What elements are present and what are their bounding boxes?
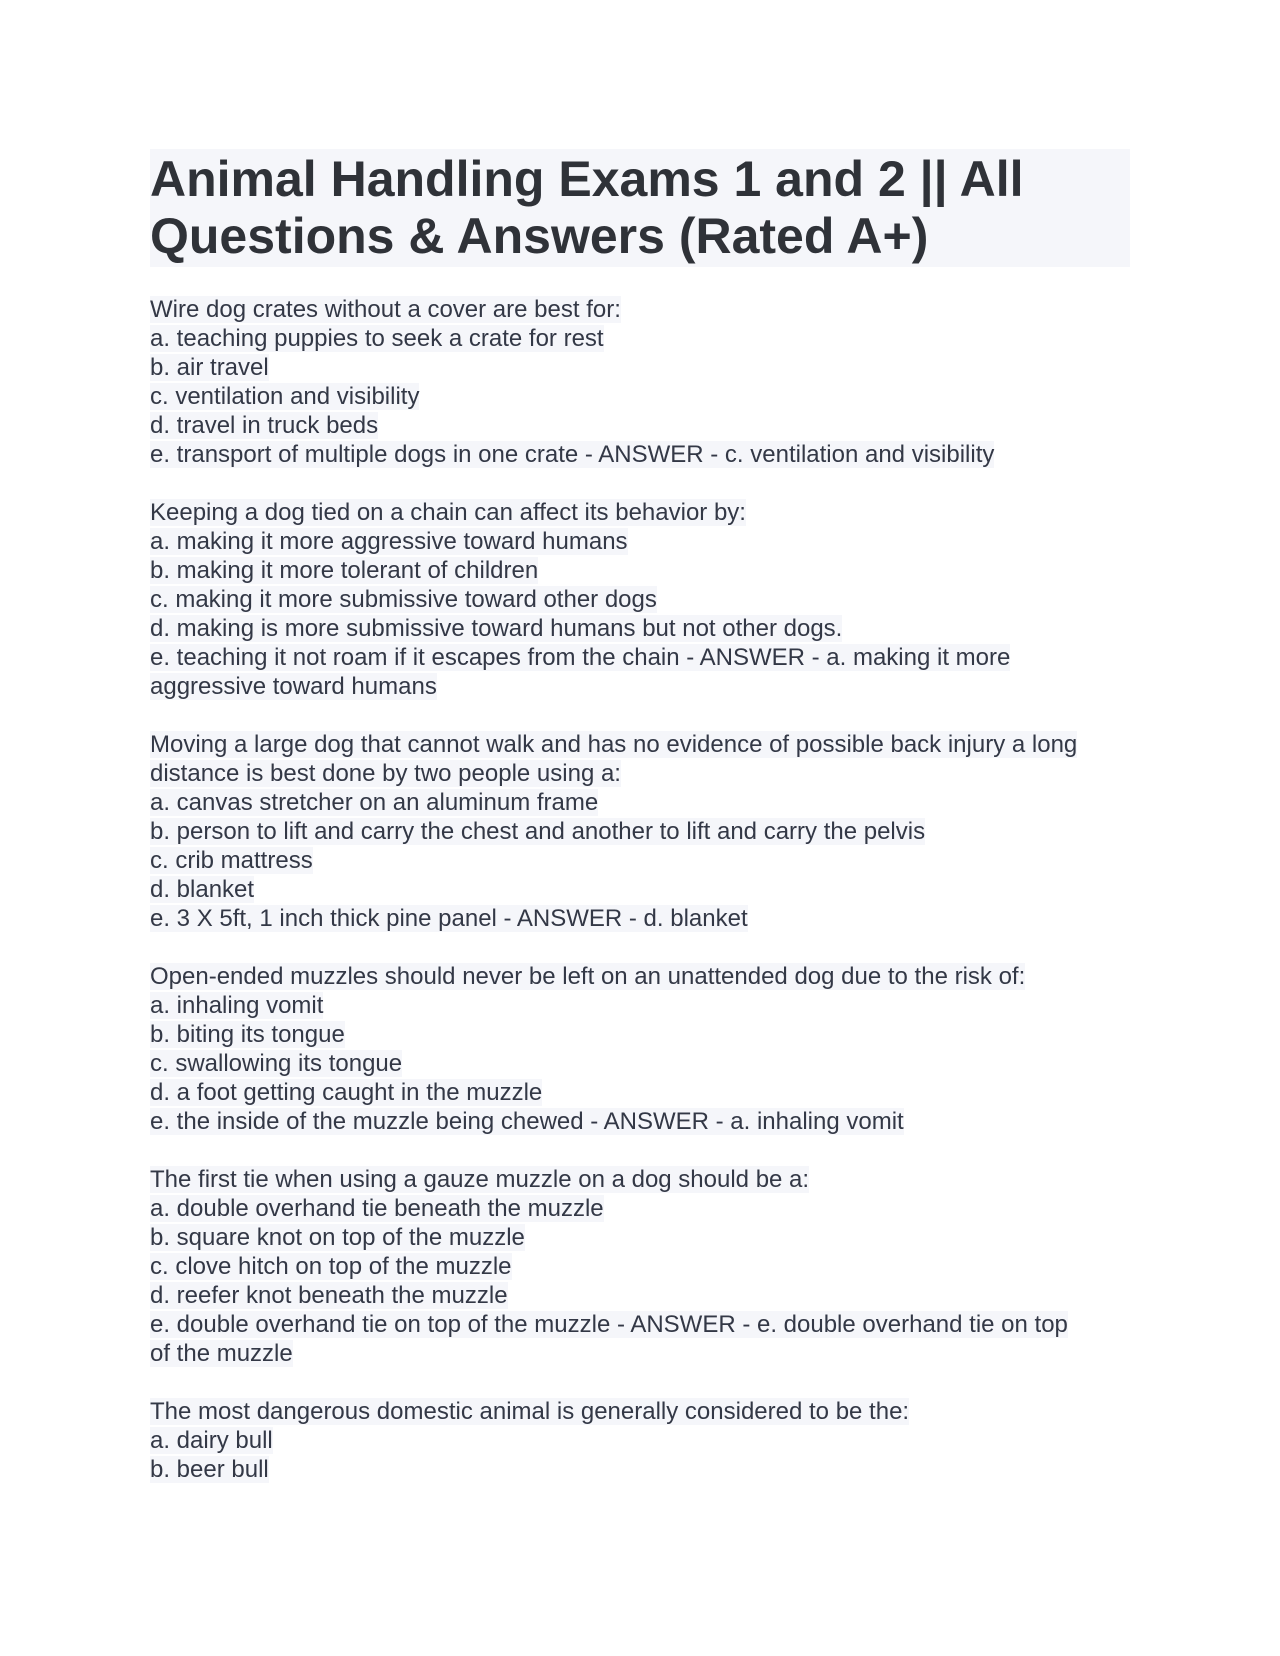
question-line: Wire dog crates without a cover are best for: xyxy=(150,296,621,323)
document-title: Animal Handling Exams 1 and 2 || All Questions & Answers (Rated A+) xyxy=(150,149,1130,267)
question-block xyxy=(150,1397,1130,1484)
option-line: c. crib mattress xyxy=(150,847,313,874)
answer-line: e. the inside of the muzzle being chewed - ANSWER - a. inhaling vomit xyxy=(150,1108,904,1135)
question-line: Open-ended muzzles should never be left on an unattended dog due to the risk of: xyxy=(150,963,1026,990)
option-line: c. ventilation and visibility xyxy=(150,383,420,410)
option-line: c. clove hitch on top of the muzzle xyxy=(150,1253,512,1280)
question-block xyxy=(150,730,1130,933)
answer-line: e. 3 X 5ft, 1 inch thick pine panel - ANSWER - d. blanket xyxy=(150,905,748,932)
answer-line: e. teaching it not roam if it escapes from the chain - ANSWER - a. making it more xyxy=(150,644,1011,671)
question-list xyxy=(150,295,1130,1484)
question-line: distance is best done by two people using a: xyxy=(150,760,621,787)
option-line: b. person to lift and carry the chest and another to lift and carry the pelvis xyxy=(150,818,926,845)
question-line: Moving a large dog that cannot walk and has no evidence of possible back injury a long xyxy=(150,731,1078,758)
question-block xyxy=(150,1165,1130,1368)
option-line: a. canvas stretcher on an aluminum frame xyxy=(150,789,599,816)
option-line: d. travel in truck beds xyxy=(150,412,379,439)
question-block xyxy=(150,962,1130,1136)
question-block xyxy=(150,498,1130,701)
option-line: b. air travel xyxy=(150,354,269,381)
answer-line: of the muzzle xyxy=(150,1340,293,1367)
document-page xyxy=(150,149,1130,1513)
option-line: d. a foot getting caught in the muzzle xyxy=(150,1079,543,1106)
answer-line: aggressive toward humans xyxy=(150,673,437,700)
option-line: b. beer bull xyxy=(150,1456,269,1483)
option-line: b. biting its tongue xyxy=(150,1021,345,1048)
question-line: Keeping a dog tied on a chain can affect its behavior by: xyxy=(150,499,746,526)
option-line: c. swallowing its tongue xyxy=(150,1050,403,1077)
question-block xyxy=(150,295,1130,469)
option-line: d. blanket xyxy=(150,876,255,903)
option-line: a. making it more aggressive toward humans xyxy=(150,528,628,555)
option-line: a. dairy bull xyxy=(150,1427,273,1454)
option-line: c. making it more submissive toward other dogs xyxy=(150,586,657,613)
option-line: a. inhaling vomit xyxy=(150,992,324,1019)
option-line: a. double overhand tie beneath the muzzle xyxy=(150,1195,604,1222)
option-line: a. teaching puppies to seek a crate for rest xyxy=(150,325,604,352)
answer-line: e. transport of multiple dogs in one crate - ANSWER - c. ventilation and visibility xyxy=(150,441,995,468)
option-line: d. reefer knot beneath the muzzle xyxy=(150,1282,508,1309)
option-line: d. making is more submissive toward humans but not other dogs. xyxy=(150,615,843,642)
answer-line: e. double overhand tie on top of the muzzle - ANSWER - e. double overhand tie on top xyxy=(150,1311,1068,1338)
option-line: b. making it more tolerant of children xyxy=(150,557,539,584)
question-line: The first tie when using a gauze muzzle on a dog should be a: xyxy=(150,1166,810,1193)
question-line: The most dangerous domestic animal is generally considered to be the: xyxy=(150,1398,910,1425)
option-line: b. square knot on top of the muzzle xyxy=(150,1224,525,1251)
